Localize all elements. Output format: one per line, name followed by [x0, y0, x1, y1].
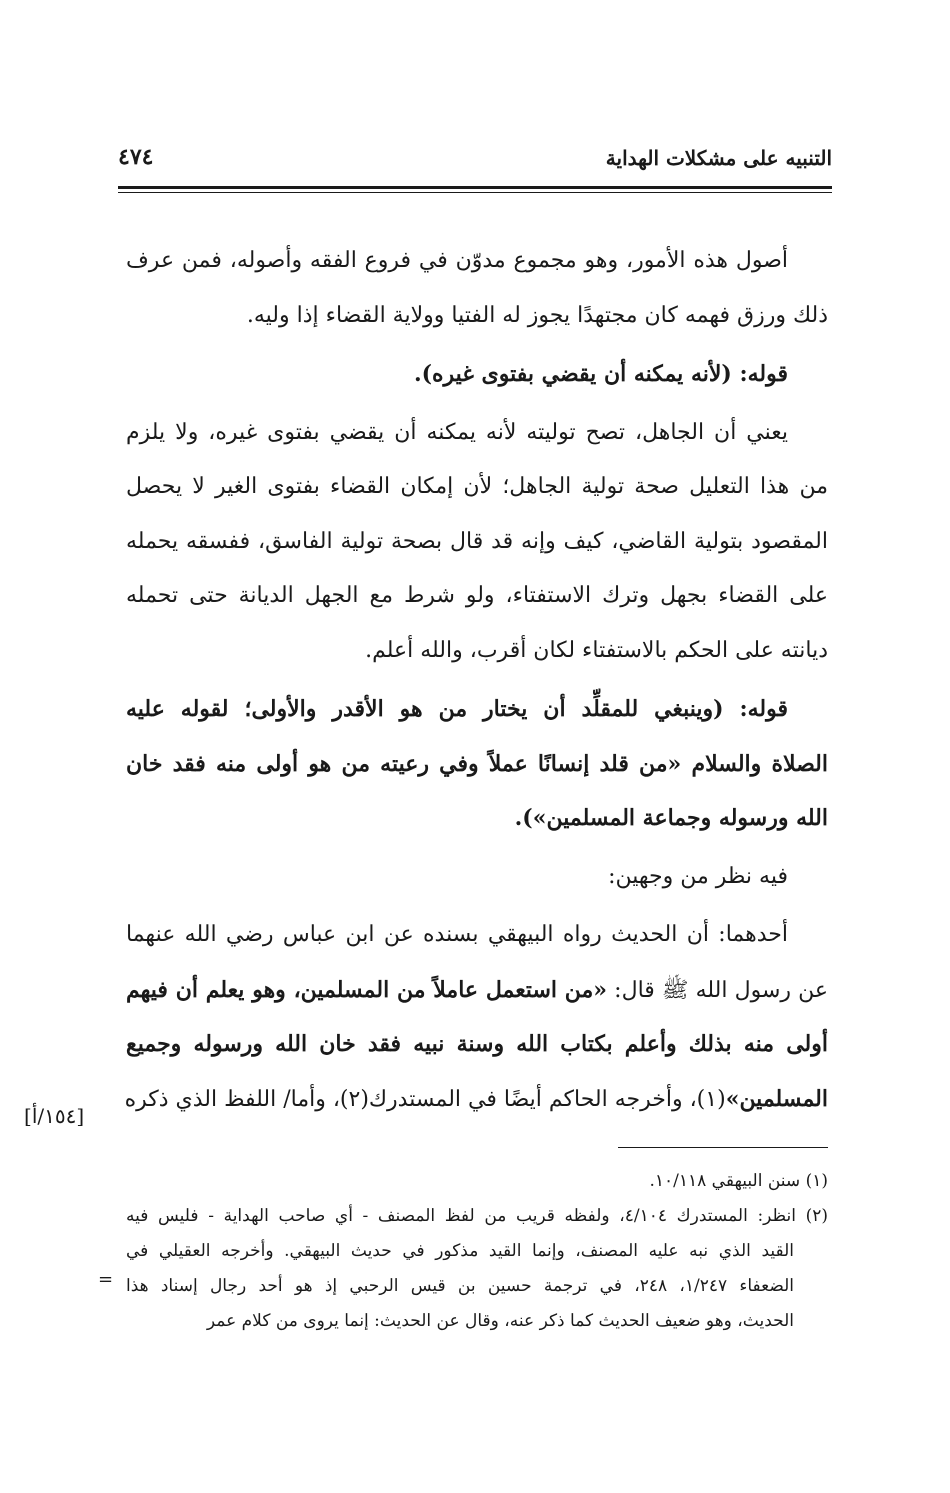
margin-folio-note: [١٥٤/أ] — [24, 1104, 85, 1128]
body-text — [126, 234, 828, 1126]
body-line: على القضاء بجهل وترك الاستفتاء، ولو شرط مع الجهل الديانة حتى تحمله — [126, 583, 828, 608]
footnote-2: (٢) انظر: المستدرك ٤/١٠٤، ولفظه قريب من لفظ المصنف - أي صاحب الهداية - فليس فيه — [126, 1206, 828, 1226]
quoted-heading: قوله: (لأنه يمكنه أن يقضي بفتوى غيره). — [413, 361, 788, 387]
body-line: فيه نظر من وجهين: — [608, 863, 788, 889]
plain-segment: (١)، وأخرجه الحاكم أيضًا في المستدرك(٢)، وأما/ اللفظ الذي ذكره — [124, 1086, 726, 1112]
hadith-segment: «من استعمل عاملاً من المسلمين، وهو يعلم أن فيهم — [126, 976, 608, 1003]
body-line: أصول هذه الأمور، وهو مجموع مدوّن في فروع الفقه وأصوله، فمن عرف — [126, 248, 788, 273]
page-number: ٤٧٤ — [118, 144, 154, 170]
footnotes — [126, 1164, 828, 1339]
header-rule-thick — [118, 186, 832, 189]
running-header — [118, 142, 832, 182]
plain-segment: عن رسول الله ﷺ قال: — [607, 977, 828, 1003]
quoted-heading: قوله: (وينبغي للمقلِّد أن يختار من هو الأقدر والأولى؛ لقوله عليه — [126, 696, 788, 722]
footnote-1: (١) سنن البيهقي ١٠/١١٨. — [649, 1171, 828, 1191]
body-line: المقصود بتولية القاضي، كيف وإنه قد قال بصحة تولية الفاسق، ففسقه يحمله — [126, 528, 828, 554]
body-line: أحدهما: أن الحديث رواه البيهقي بسنده عن ابن عباس رضي الله عنهما — [126, 922, 788, 947]
body-line: ذلك ورزق فهمه كان مجتهدًا يجوز له الفتيا وولاية القضاء إذا وليه. — [246, 302, 828, 328]
footnote-2-line: الحديث، وهو ضعيف الحديث كما ذكر عنه، وقال عن الحديث: إنما يروى من كلام عمر — [206, 1311, 794, 1331]
body-line-mixed — [126, 963, 828, 1018]
footnote-2-line: القيد الذي نبه عليه المصنف، وإنما القيد مذكور في حديث البيهقي. وأخرجه العقيلي في — [126, 1241, 794, 1261]
footnote-separator — [618, 1147, 828, 1148]
header-rule-thin — [118, 192, 832, 193]
hadith-line: أولى منه بذلك وأعلم بكتاب الله وسنة نبيه فقد خان الله ورسوله وجميع — [126, 1031, 828, 1057]
continuation-mark: = — [98, 1269, 114, 1290]
body-line-mixed — [126, 1072, 828, 1127]
quoted-heading: الله ورسوله وجماعة المسلمين»). — [514, 805, 828, 831]
hadith-segment: المسلمين» — [725, 1085, 828, 1112]
body-line: من هذا التعليل صحة تولية الجاهل؛ لأن إمكان القضاء بفتوى الغير لا يحصل — [126, 474, 828, 499]
quoted-heading: الصلاة والسلام «من قلد إنسانًا عملاً وفي رعيته من هو أولى منه فقد خان — [126, 750, 828, 777]
header-title: التنبيه على مشكلات الهداية — [605, 146, 832, 170]
body-line: يعني أن الجاهل، تصح توليته لأنه يمكنه أن يقضي بفتوى غيره، ولا يلزم — [126, 419, 788, 445]
body-line: ديانته على الحكم بالاستفتاء لكان أقرب، والله أعلم. — [365, 637, 828, 663]
footnote-2-line: الضعفاء ١/٢٤٧، ٢٤٨، في ترجمة حسين بن قيس الرحبي إذ هو أحد رجال إسناد هذا — [126, 1276, 794, 1296]
